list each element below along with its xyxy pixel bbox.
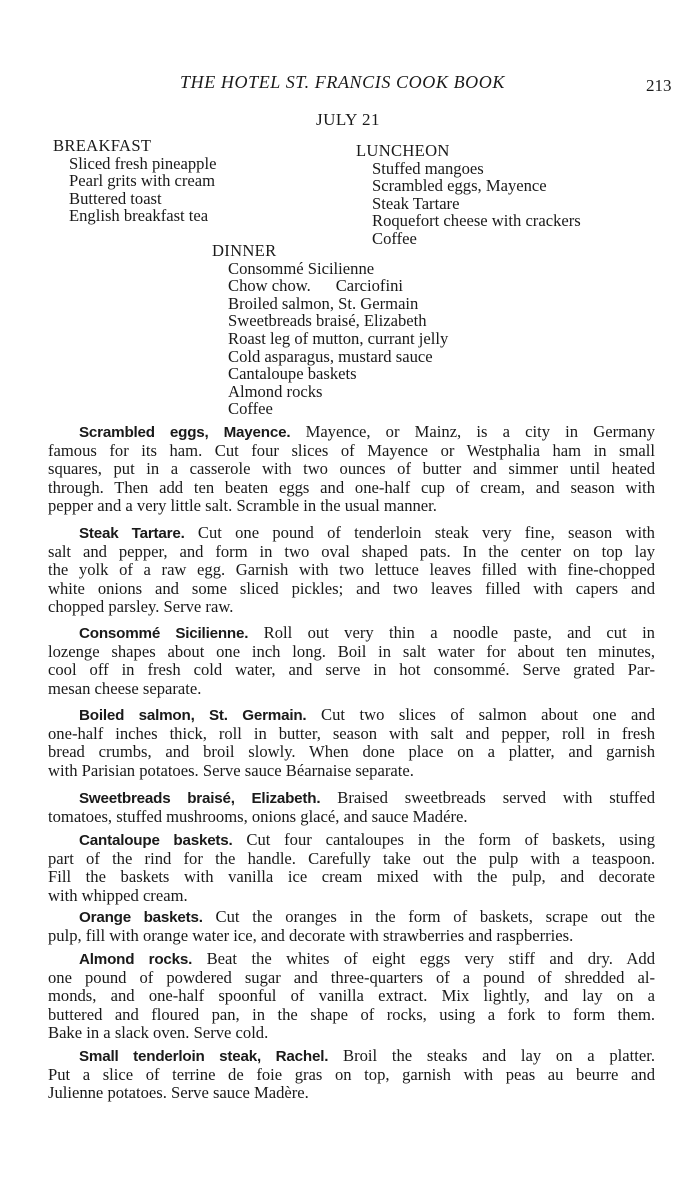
recipe-title: Sweetbreads braisé, Elizabeth.	[79, 790, 321, 807]
recipe-text-line: Mayence, or Mainz, is a city in Germany	[305, 422, 655, 441]
text-line	[48, 497, 655, 516]
menu-item: Buttered toast	[69, 188, 162, 208]
recipe-text-line: Julienne potatoes. Serve sauce Madère.	[48, 1083, 309, 1102]
text-line	[48, 706, 655, 725]
text-line	[48, 725, 655, 744]
recipe-text-line: Cut the oranges in the form of baskets, scrape out the	[215, 907, 655, 926]
recipe-text-line: chopped parsley. Serve raw.	[48, 597, 234, 616]
recipe-text-line: Put a slice of terrine de foie gras on top, garnish with peas au beurre and	[48, 1064, 655, 1084]
running-title: THE HOTEL ST. FRANCIS COOK BOOK	[180, 72, 505, 92]
text-line	[48, 950, 655, 969]
text-line	[48, 908, 655, 927]
menu-item: Cantaloupe baskets	[228, 364, 357, 384]
text-line	[48, 762, 655, 781]
recipe-paragraph	[48, 524, 655, 617]
text-line	[48, 969, 655, 988]
text-line	[48, 1047, 655, 1066]
recipe-title: Orange baskets.	[79, 909, 203, 926]
text-line	[48, 460, 655, 479]
text-line	[48, 1066, 655, 1085]
text-line	[48, 808, 655, 827]
text-line	[48, 580, 655, 599]
text-line	[48, 661, 655, 680]
text-line	[48, 1006, 655, 1025]
recipe-text-line: lozenge shapes about one inch long. Boil in salt water for about ten minutes,	[48, 641, 655, 661]
menu-item: Coffee	[228, 399, 273, 419]
menu-item: Sweetbreads braisé, Elizabeth	[228, 311, 427, 331]
text-line	[48, 479, 655, 498]
menu-item: Almond rocks	[228, 381, 323, 401]
text-line	[48, 868, 655, 887]
menu-item: Stuffed mangoes	[372, 158, 484, 178]
text-line	[48, 442, 655, 461]
recipe-text-line: one-half inches thick, roll in butter, season with salt and pepper, roll in fresh	[48, 723, 655, 743]
recipe-text-line: with whipped cream.	[48, 885, 188, 905]
recipe-text-line: Roll out very thin a noodle paste, and cut in	[263, 623, 655, 642]
menu-item: Coffee	[372, 228, 417, 248]
recipe-paragraph	[48, 1047, 655, 1103]
recipe-paragraph	[48, 706, 655, 780]
recipe-text-line: Broil the steaks and lay on a platter.	[343, 1046, 655, 1065]
text-line	[48, 598, 655, 617]
luncheon-menu	[356, 142, 581, 248]
recipe-text-line: Cut two slices of salmon about one and	[321, 705, 655, 724]
text-line	[48, 887, 655, 906]
recipe-text-line: the yolk of a raw egg. Garnish with two lettuce leaves filled with fine-chopped	[48, 560, 655, 579]
recipe-paragraph	[48, 624, 655, 698]
recipe-text-line: part of the rind for the handle. Carefully take out the pulp with a teaspoon.	[48, 848, 655, 868]
recipe-title: Steak Tartare.	[79, 525, 185, 542]
text-line	[48, 543, 655, 562]
dinner-heading: DINNER	[212, 241, 277, 260]
recipe-text-line: famous for its ham. Cut four slices of Mayence or Westphalia ham in small	[48, 440, 655, 460]
recipe-text-line: Bake in a slack oven. Serve cold.	[48, 1023, 269, 1042]
text-line	[48, 850, 655, 869]
menu-item: Chow chow. Carciofini	[228, 276, 403, 296]
menu-item: Cold asparagus, mustard sauce	[228, 346, 433, 366]
menu-item: Scrambled eggs, Mayence	[372, 176, 547, 196]
text-line	[48, 927, 655, 946]
recipe-text-line: Beat the whites of eight eggs very stiff and dry. Add	[206, 949, 656, 968]
recipe-text-line: with Parisian potatoes. Serve sauce Béarnaise separate.	[48, 760, 414, 780]
recipe-text-line: Fill the baskets with vanilla ice cream mixed with the pulp, and decorate	[48, 867, 655, 886]
recipe-paragraph	[48, 831, 655, 905]
text-line	[48, 743, 655, 762]
breakfast-heading: BREAKFAST	[53, 136, 152, 155]
menu-item: Consommé Sicilienne	[228, 258, 375, 278]
text-line	[48, 831, 655, 850]
breakfast-menu	[53, 137, 216, 225]
recipe-text-line: buttered and floured pan, in the shape of rocks, using a fork to form them.	[48, 1004, 655, 1024]
text-line	[48, 561, 655, 580]
menu-item: Pearl grits with cream	[69, 171, 216, 191]
text-line	[48, 423, 655, 442]
text-line	[48, 680, 655, 699]
recipe-text-line: white onions and some sliced pickles; and two leaves filled with capers and	[48, 578, 655, 598]
recipe-text-line: pulp, fill with orange water ice, and decorate with strawberries and raspberries.	[48, 925, 574, 945]
recipe-text-line: pepper and a very little salt. Scramble in the usual manner.	[48, 496, 437, 515]
luncheon-heading: LUNCHEON	[356, 141, 450, 160]
recipe-title: Small tenderloin steak, Rachel.	[79, 1048, 329, 1065]
recipe-text-line: one pound of powdered sugar and three-quarters of a pound of shredded al-	[48, 967, 655, 987]
recipe-text-line: bread crumbs, and broil slowly. When done place on a platter, and garnish	[48, 742, 655, 761]
recipe-text-line: Cut four cantaloupes in the form of baskets, using	[246, 830, 655, 849]
menu-item: Roast leg of mutton, currant jelly	[228, 328, 449, 348]
recipe-title: Scrambled eggs, Mayence.	[79, 424, 291, 441]
recipe-text-line: Cut one pound of tenderloin steak very fine, season with	[197, 523, 655, 542]
dinner-menu	[212, 242, 448, 418]
recipe-paragraph	[48, 950, 655, 1043]
recipe-title: Consommé Sicilienne.	[79, 625, 249, 642]
recipe-text-line: tomatoes, stuffed mushrooms, onions glacé, and sauce Madére.	[48, 806, 468, 826]
menu-item: Steak Tartare	[372, 193, 460, 213]
recipe-text-line: cool off in fresh cold water, and serve in hot consommé. Serve grated Par-	[48, 660, 655, 679]
recipe-paragraph	[48, 908, 655, 945]
menu-item: Broiled salmon, St. Germain	[228, 293, 419, 313]
recipe-text-line: through. Then add ten beaten eggs and one-half cup of cream, and season with	[48, 477, 655, 497]
recipe-text-line: salt and pepper, and form in two oval shaped pats. In the center on top lay	[48, 541, 655, 561]
text-line	[48, 987, 655, 1006]
text-line	[48, 789, 655, 808]
recipe-title: Almond rocks.	[79, 951, 193, 968]
recipe-text-line: Braised sweetbreads served with stuffed	[337, 788, 655, 807]
recipe-paragraph	[48, 423, 655, 516]
recipe-text-line: squares, put in a casserole with two ounces of butter and simmer until heated	[48, 459, 655, 478]
text-line	[48, 1084, 655, 1103]
recipe-title: Cantaloupe baskets.	[79, 832, 233, 849]
menu-item: Roquefort cheese with crackers	[372, 211, 581, 231]
text-line	[48, 643, 655, 662]
menu-date: JULY 21	[316, 110, 380, 129]
recipe-text-line: mesan cheese separate.	[48, 678, 202, 698]
page-number: 213	[646, 76, 672, 95]
recipe-title: Boiled salmon, St. Germain.	[79, 707, 307, 724]
text-line	[48, 624, 655, 643]
recipe-paragraph	[48, 789, 655, 826]
text-line	[48, 524, 655, 543]
text-line	[48, 1024, 655, 1043]
menu-item: English breakfast tea	[69, 206, 209, 226]
recipe-text-line: monds, and one-half spoonful of vanilla extract. Mix lightly, and lay on a	[48, 986, 655, 1005]
menu-item: Sliced fresh pineapple	[69, 153, 217, 173]
